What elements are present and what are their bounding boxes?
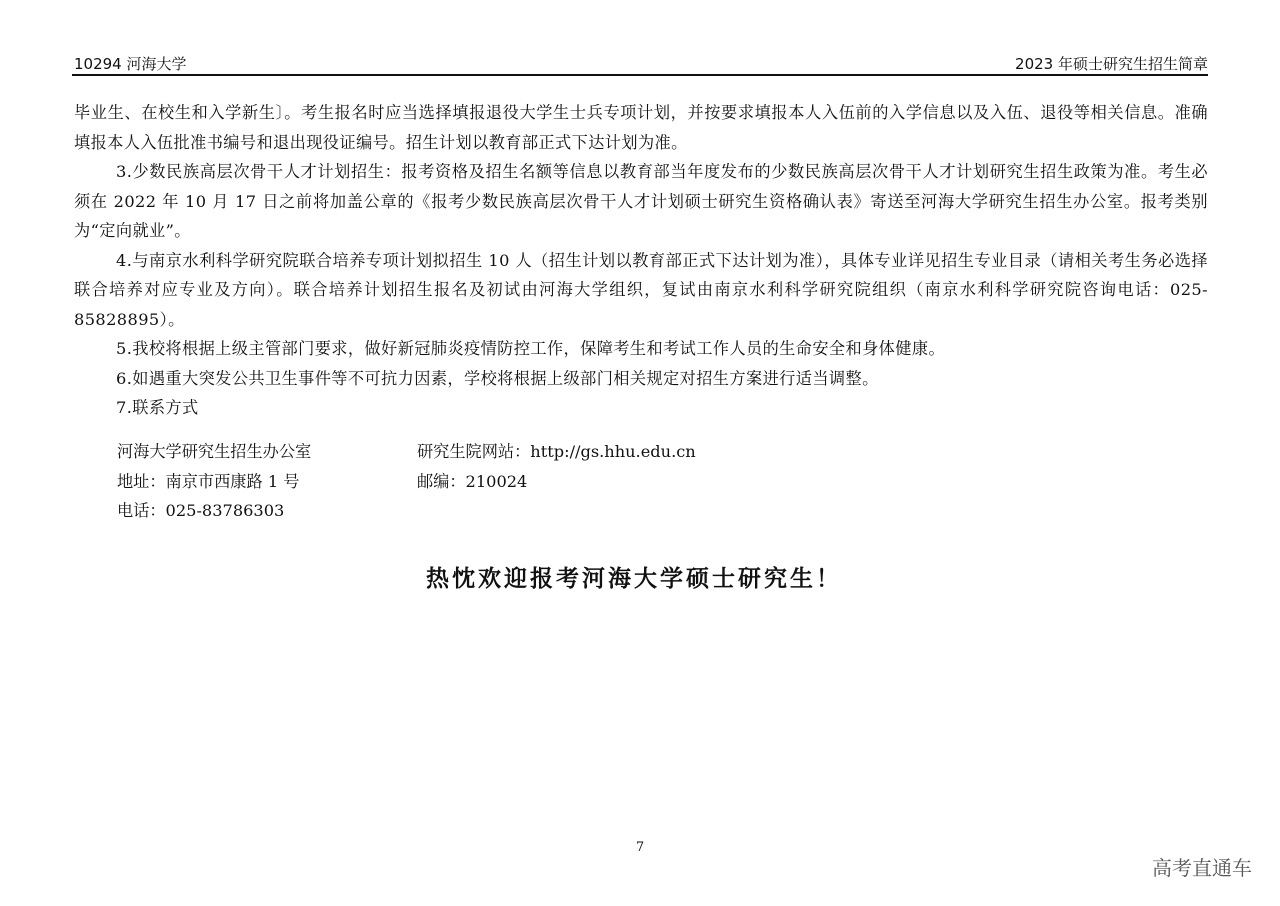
paragraph-item-5: 5.我校将根据上级主管部门要求，做好新冠肺炎疫情防控工作，保障考生和考试工作人员的生命安全和身体健康。	[116, 339, 946, 358]
page-header	[74, 50, 1208, 74]
contact-row	[117, 496, 696, 526]
contact-address: 地址：南京市西康路 1 号	[117, 471, 300, 491]
paragraph-item-4: 4.与南京水利科学研究院联合培养专项计划拟招生 10 人（招生计划以教育部正式下达计划为准），具体专业详见招生专业目录（请相关考生务必选择联合培养对应专业及方向）。联合培养计划招生报名及初试由河海大学组织，复试由南京水利科学研究院组织（南京水利科学研究院咨询电话：025-85828895）。	[74, 250, 1208, 329]
contact-phone: 电话：025-83786303	[117, 501, 285, 520]
header-right: 2023 年硕士研究生招生简章	[1015, 55, 1208, 73]
closing-slogan: 热忱欢迎报考河海大学硕士研究生！	[426, 565, 842, 592]
contact-postcode: 邮编：210024	[417, 471, 528, 491]
paragraph-item-3: 3.少数民族高层次骨干人才计划招生：报考资格及招生名额等信息以教育部当年度发布的少数民族高层次骨干人才计划研究生招生政策为准。考生必须在 2022 年 10 月 17 日之前将加盖公章的《报考少数民族高层次骨干人才计划硕士研究生资格确认表》寄送至河海大学研究生招生办公室。报考类别为“定向就业”。	[74, 162, 1208, 240]
header-rule	[72, 74, 1208, 76]
body-text	[74, 98, 1208, 423]
contact-row	[117, 437, 696, 467]
contact-row	[117, 467, 696, 497]
page-number: 7	[635, 840, 645, 855]
header-left: 10294 河海大学	[74, 55, 187, 73]
contact-block	[117, 437, 696, 526]
watermark: 高考直通车	[1152, 856, 1252, 880]
paragraph-item-7: 7.联系方式	[116, 398, 199, 417]
contact-website: 研究生院网站：http://gs.hhu.edu.cn	[417, 442, 696, 461]
paragraph-continuation: 毕业生、在校生和入学新生〕。考生报名时应当选择填报退役大学生士兵专项计划，并按要求填报本人入伍前的入学信息以及入伍、退役等相关信息。准确填报本人入伍批准书编号和退出现役证编号。招生计划以教育部正式下达计划为准。	[74, 103, 1208, 152]
paragraph-item-6: 6.如遇重大突发公共卫生事件等不可抗力因素，学校将根据上级部门相关规定对招生方案进行适当调整。	[116, 368, 879, 388]
contact-office: 河海大学研究生招生办公室	[117, 442, 312, 461]
